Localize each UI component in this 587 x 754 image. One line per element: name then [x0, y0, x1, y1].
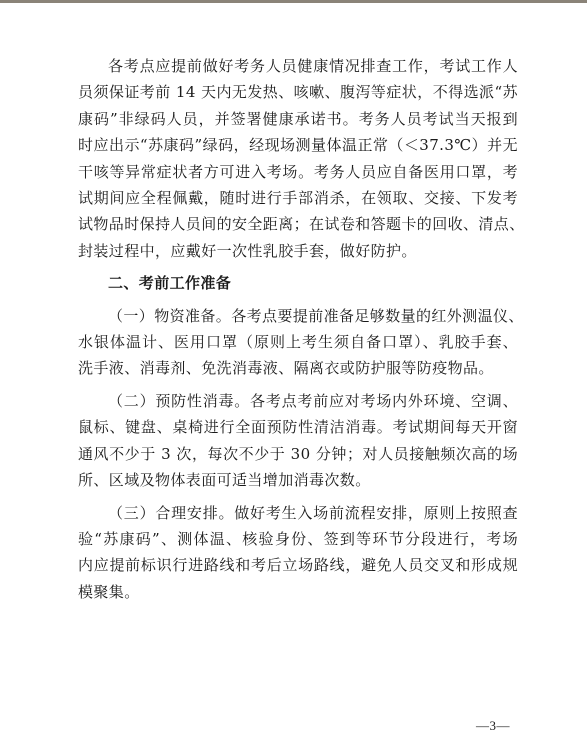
text-line: 模聚集。: [78, 582, 140, 601]
text-line: 试物品时保持人员间的安全距离；在试卷和答题卡的回收、清点、: [78, 215, 525, 234]
paragraph-disinfection: [78, 388, 518, 494]
text-line: 内应提前标识行进路线和考后立场路线，避免人员交叉和形成规: [78, 556, 518, 575]
text-line: 封装过程中，应戴好一次性乳胶手套，做好防护。: [78, 241, 417, 260]
paragraph-staff-health: [78, 53, 525, 264]
section-heading: 二、考前工作准备: [108, 274, 232, 293]
text-line: 时应出示“苏康码”绿码，经现场测量体温正常（＜37.3℃）并无: [78, 136, 518, 155]
document-body: [78, 53, 525, 611]
text-line: 鼠标、键盘、桌椅进行全面预防性清洁消毒。考试期间每天开窗: [78, 418, 518, 437]
text-line: 员须保证考前 14 天内无发热、咳嗽、腹泻等症状，不得选派“苏: [78, 83, 518, 102]
text-line: （三）合理安排。做好考生入场前流程安排，原则上按照查: [108, 503, 518, 522]
page-number: —3—: [476, 718, 510, 733]
text-line: 康码”非绿码人员，并签署健康承诺书。考务人员考试当天报到: [78, 109, 518, 128]
text-line: 通风不少于 3 次，每次不少于 30 分钟；对人员接触频次高的场: [78, 444, 518, 463]
text-line: 干咳等异常症状者方可进入考场。考务人员应自备医用口罩，考: [78, 162, 518, 181]
text-line: （一）物资准备。各考点要提前准备足够数量的红外测温仪、: [108, 306, 524, 325]
text-line: 试期间应全程佩戴，随时进行手部消杀，在领取、交接、下发考: [78, 189, 518, 208]
text-line: （二）预防性消毒。各考点考前应对考场内外环境、空调、: [108, 391, 518, 410]
paragraph-materials: [78, 303, 524, 382]
text-line: 验“苏康码”、测体温、核验身份、签到等环节分段进行，考场: [78, 529, 518, 548]
text-line: 洗手液、消毒剂、免洗消毒液、隔离衣或防护服等防疫物品。: [78, 359, 494, 378]
text-line: 所、区域及物体表面可适当增加消毒次数。: [78, 471, 371, 490]
text-line: 各考点应提前做好考务人员健康情况排查工作，考试工作人: [108, 57, 518, 75]
top-border-rule: [0, 0, 587, 3]
paragraph-arrangement: [78, 500, 518, 606]
text-line: 水银体温计、医用口罩（原则上考生须自备口罩）、乳胶手套、: [78, 333, 518, 352]
